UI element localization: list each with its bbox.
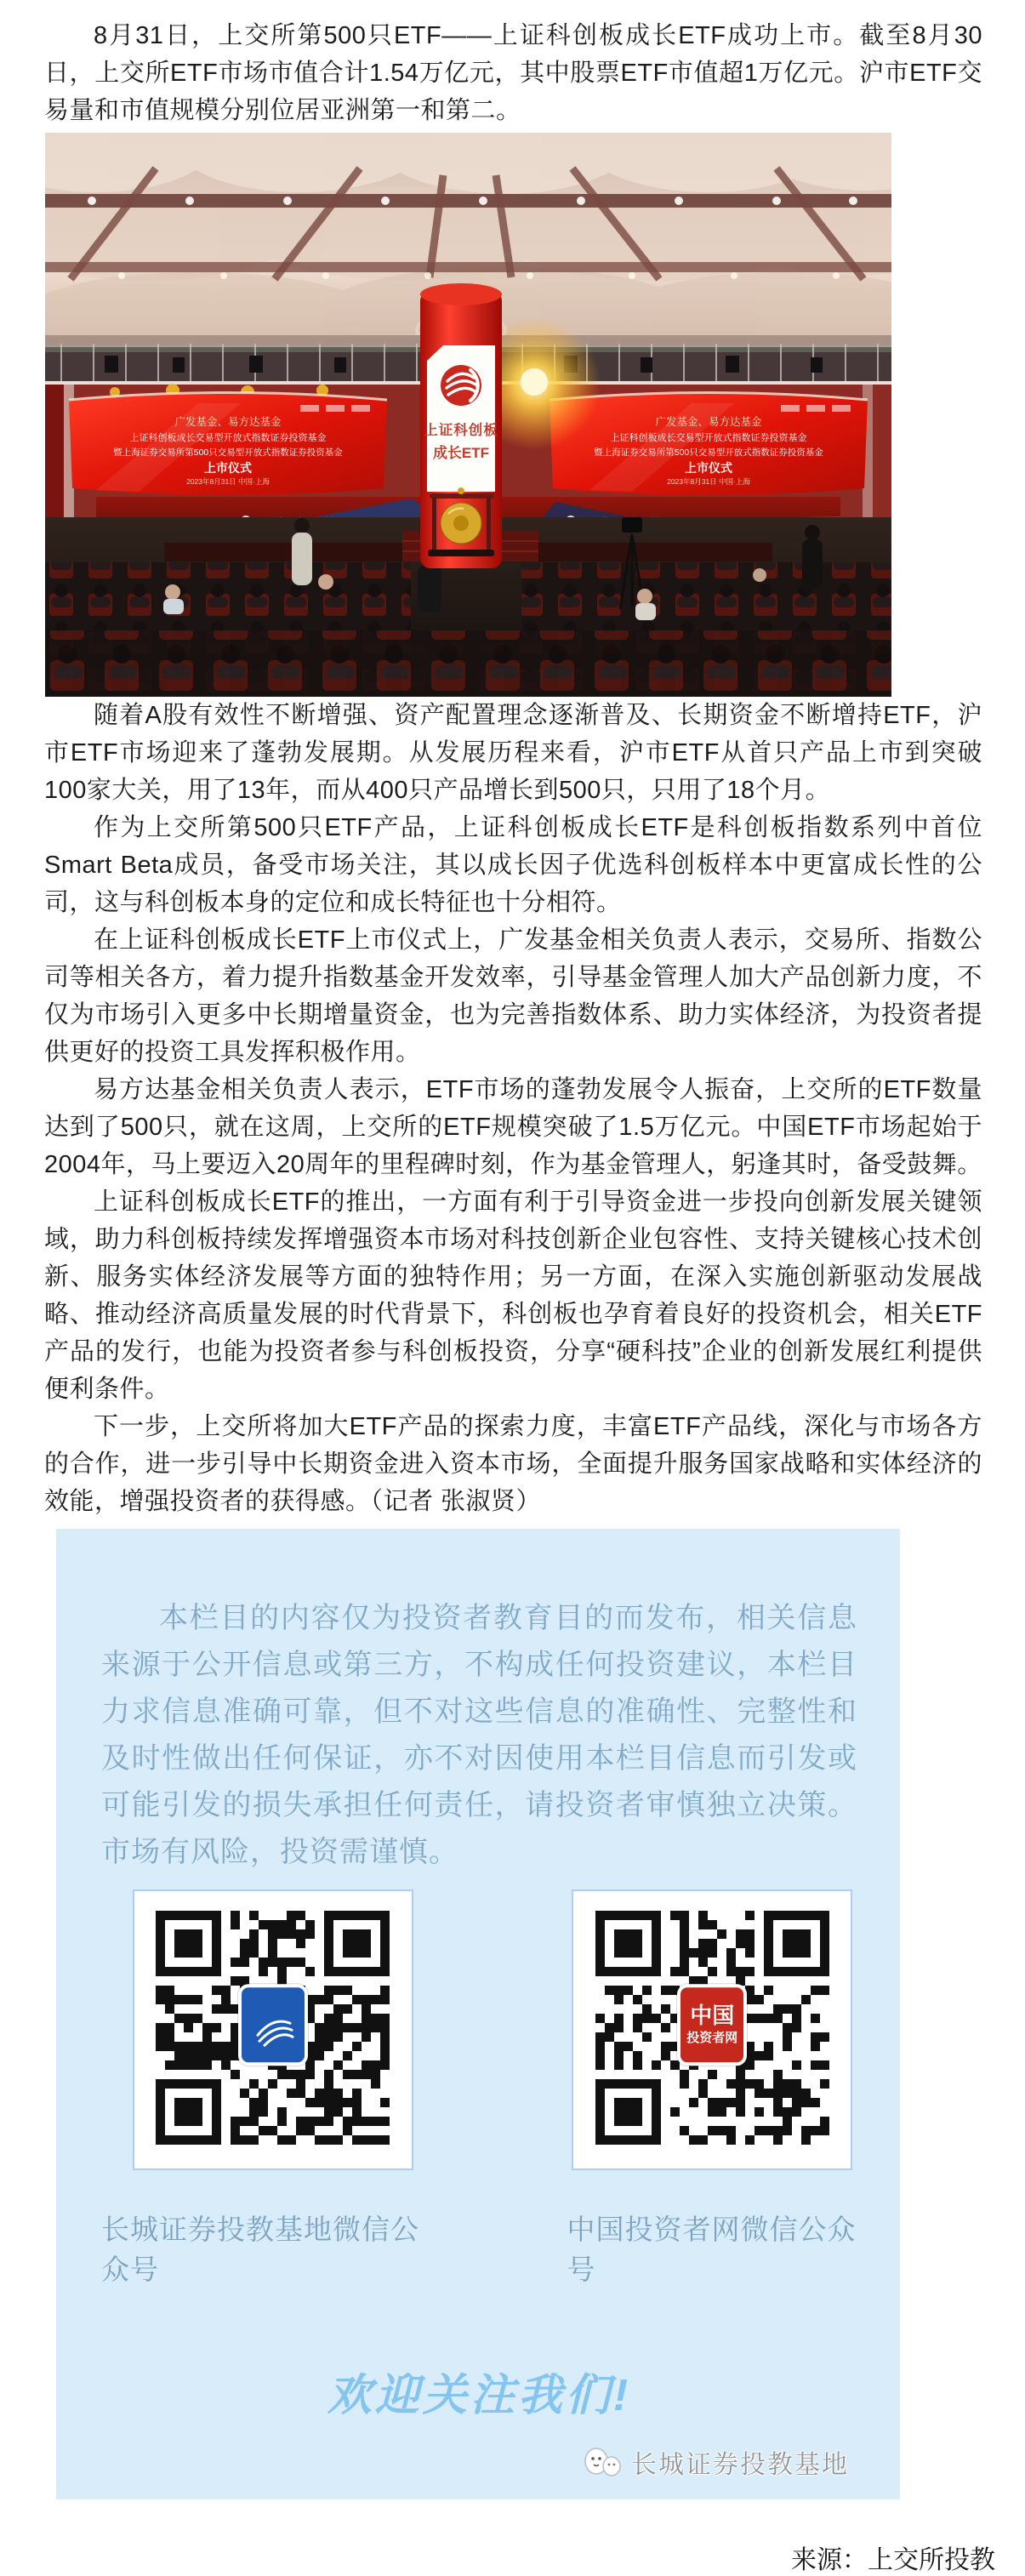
article-paragraph: 随着A股有效性不断增强、资产配置理念逐渐普及、长期资金不断增持ETF，沪市ETF市场迎来了蓬勃发展期。从发展历程来看，沪市ETF从首只产品上市到突破100家大关，用了13年，而从400只产品增长到500只，只用了18个月。 bbox=[44, 702, 982, 804]
banner-line: 上市仪式 bbox=[204, 461, 252, 475]
qr-code-changcheng bbox=[133, 1889, 413, 2170]
article-paragraph: 下一步，上交所将加大ETF产品的探索力度，丰富ETF产品线，深化与市场各方的合作，进一步引导中长期资金进入资本市场，全面提升服务国家战略和实体经济的效能，增强投资者的获得感。（记者 张淑贤） bbox=[44, 1413, 982, 1515]
banner-line: 2023年8月31日 中国·上海 bbox=[186, 477, 270, 486]
pillar-title-line1: 上证科创板 bbox=[424, 423, 498, 438]
follow-us-text: 欢迎关注我们! bbox=[327, 2371, 632, 2420]
qr-code-investor-net bbox=[572, 1889, 852, 2170]
qr-label-investor-net: 中国投资者网微信公众号 bbox=[567, 2214, 857, 2285]
article-paragraph: 上证科创板成长ETF的推出，一方面有利于引导资金进一步投向创新发展关键领域，助力科创板持续发挥增强资本市场对科技创新企业包容性、支持关键核心技术创新、服务实体经济发展等方面的独特作用；另一方面，在深入实施创新驱动发展战略、推动经济高质量发展的时代背景下，科创板也孕育着良好的投资机会，相关ETF产品的发行，也能为投资者参与科创板投资，分享“硬科技”企业的创新发展红利提供便利条件。 bbox=[44, 1188, 982, 1403]
banner-line: 广发基金、易方达基金 bbox=[655, 416, 762, 428]
investor-net-logo bbox=[677, 1984, 747, 2066]
pillar-title-line2: 成长ETF bbox=[432, 445, 490, 461]
banner-line: 上证科创板成长交易型开放式指数证券投资基金 bbox=[610, 433, 807, 443]
pillar bbox=[420, 283, 502, 568]
qr-row bbox=[101, 1889, 857, 2288]
disclaimer-text: 本栏目的内容仅为投资者教育目的而发布，相关信息来源于公开信息或第三方，不构成任何投资建议，本栏目力求信息准确可靠，但不对这些信息的准确性、完整性和及时性做出任何保证，亦不对因使用本栏目信息而引发或可能引发的损失承担任何责任，请投资者审慎独立决策。市场有风险，投资需谨慎。 bbox=[101, 1602, 857, 1868]
banner-line: 上市仪式 bbox=[685, 461, 732, 475]
changcheng-logo bbox=[238, 1984, 308, 2066]
banner-line: 广发基金、易方达基金 bbox=[174, 416, 282, 428]
watermark-text: 长城证券投教基地 bbox=[631, 2451, 849, 2479]
audience-front bbox=[45, 630, 891, 697]
wechat-sticker-icon bbox=[584, 2446, 623, 2478]
article-paragraph: 在上证科创板成长ETF上市仪式上，广发基金相关负责人表示，交易所、指数公司等相关各方，着力提升指数基金开发效率，引导基金管理人加大产品创新力度，不仅为市场引入更多中长期增量资金，也为完善指数体系、助力实体经济，为投资者提供更好的投资工具发挥积极作用。 bbox=[44, 926, 982, 1066]
event-photo bbox=[45, 133, 891, 697]
banner-line: 上证科创板成长交易型开放式指数证券投资基金 bbox=[129, 433, 327, 443]
investor-education-notice-box bbox=[56, 1529, 900, 2499]
banner-line: 暨上海证券交易所第500只交易型开放式指数证券投资基金 bbox=[594, 447, 823, 458]
banner-line: 2023年8月31日 中国·上海 bbox=[667, 477, 750, 486]
article-paragraph: 8月31日，上交所第500只ETF——上证科创板成长ETF成功上市。截至8月30日，上交所ETF市场市值合计1.54万亿元，其中股票ETF市值超1万亿元。沪市ETF交易量和市值规模分别位居亚洲第一和第二。 bbox=[44, 22, 982, 124]
source-line: 来源：上交所投教 bbox=[791, 2546, 995, 2574]
article-paragraph: 易方达基金相关负责人表示，ETF市场的蓬勃发展令人振奋，上交所的ETF数量达到了500只，就在这周，上交所的ETF规模突破了1.5万亿元。中国ETF市场起始于2004年，马上要迈入20周年的里程碑时刻，作为基金管理人，躬逢其时，备受鼓舞。 bbox=[44, 1076, 982, 1178]
investor-net-logo-line2: 投资者网 bbox=[686, 2031, 738, 2046]
investor-net-logo-line1: 中国 bbox=[690, 2003, 735, 2029]
article-paragraph: 作为上交所第500只ETF产品，上证科创板成长ETF是科创板指数系列中首位Smart Beta成员，备受市场关注，其以成长因子优选科创板样本中更富成长性的公司，这与科创板本身的定位和成长特征也十分相符。 bbox=[44, 814, 982, 916]
watermark bbox=[101, 2443, 857, 2481]
led-screen-right bbox=[550, 393, 868, 496]
led-screen-left bbox=[69, 393, 387, 496]
qr-label-changcheng: 长城证券投教基地微信公众号 bbox=[101, 2214, 419, 2285]
banner-line: 暨上海证券交易所第500只交易型开放式指数证券投资基金 bbox=[113, 447, 343, 458]
